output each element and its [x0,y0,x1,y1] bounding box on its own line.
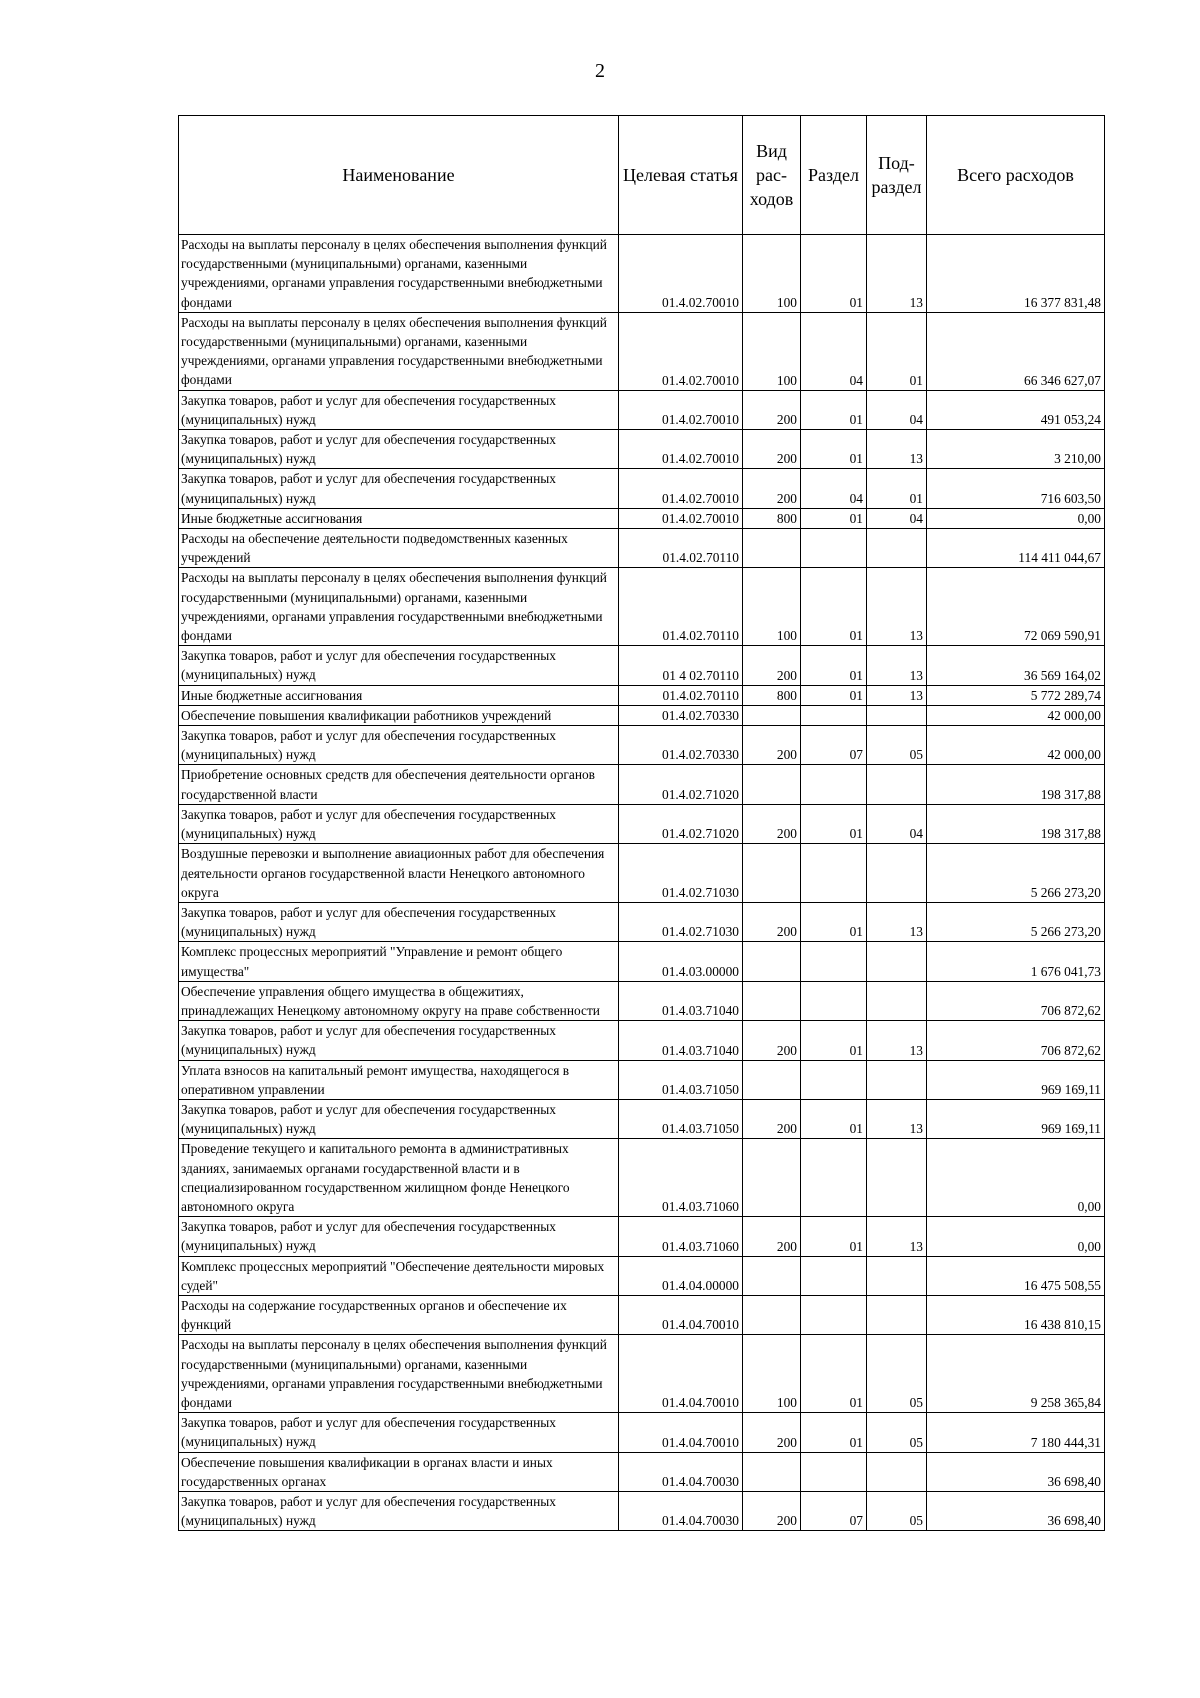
cell-section: 01 [801,430,867,469]
cell-subsection [867,705,927,725]
cell-article: 01.4.02.70010 [619,235,743,313]
cell-name: Закупка товаров, работ и услуг для обеспечения государственных (муниципальных) нужд [179,469,619,508]
header-article: Целевая статья [619,116,743,235]
cell-name: Обеспечение повышения квалификации в органах власти и иных государственных органах [179,1452,619,1491]
cell-subsection [867,1060,927,1099]
cell-total: 198 317,88 [927,765,1105,804]
cell-section: 01 [801,390,867,429]
cell-subsection [867,942,927,981]
cell-subsection [867,844,927,903]
cell-total: 0,00 [927,1217,1105,1256]
cell-subsection [867,1452,927,1491]
table-row [179,726,1105,765]
cell-total: 3 210,00 [927,430,1105,469]
cell-subsection: 01 [867,469,927,508]
cell-type: 200 [743,902,801,941]
table-row [179,942,1105,981]
table-row [179,529,1105,568]
cell-total: 72 069 590,91 [927,568,1105,646]
cell-type: 100 [743,235,801,313]
table-row [179,568,1105,646]
cell-name: Расходы на выплаты персоналу в целях обеспечения выполнения функций государственными (муниципальными) органами, казенными учреждениями, органами управления государственными внебюджетными фондами [179,1335,619,1413]
cell-name: Закупка товаров, работ и услуг для обеспечения государственных (муниципальных) нужд [179,430,619,469]
cell-name: Уплата взносов на капитальный ремонт имущества, находящегося в оперативном управлении [179,1060,619,1099]
cell-name: Иные бюджетные ассигнования [179,508,619,528]
cell-name: Проведение текущего и капитального ремонта в административных зданиях, занимаемых органами государственной власти и в специализированном государственном жилищном фонде Ненецкого автономного округа [179,1139,619,1217]
cell-name: Расходы на выплаты персоналу в целях обеспечения выполнения функций государственными (муниципальными) органами, казенными учреждениями, органами управления государственными внебюджетными фондами [179,568,619,646]
cell-article: 01.4.02.71020 [619,765,743,804]
cell-name: Обеспечение управления общего имущества в общежитиях, принадлежащих Ненецкому автономному округу на праве собственности [179,981,619,1020]
table-row [179,1217,1105,1256]
cell-total: 969 169,11 [927,1099,1105,1138]
cell-total: 36 698,40 [927,1452,1105,1491]
cell-type: 200 [743,646,801,685]
cell-total: 16 377 831,48 [927,235,1105,313]
cell-name: Закупка товаров, работ и услуг для обеспечения государственных (муниципальных) нужд [179,1021,619,1060]
cell-subsection [867,1256,927,1295]
header-total: Всего расходов [927,116,1105,235]
cell-type [743,529,801,568]
table-row [179,765,1105,804]
cell-name: Закупка товаров, работ и услуг для обеспечения государственных (муниципальных) нужд [179,1099,619,1138]
cell-total: 36 569 164,02 [927,646,1105,685]
cell-name: Комплекс процессных мероприятий "Управление и ремонт общего имущества" [179,942,619,981]
cell-type: 200 [743,1021,801,1060]
page-number: 2 [595,60,605,82]
cell-type: 100 [743,1335,801,1413]
cell-type: 200 [743,804,801,843]
cell-article: 01.4.02.70330 [619,726,743,765]
cell-total: 969 169,11 [927,1060,1105,1099]
cell-article: 01.4.02.70010 [619,312,743,390]
budget-table [178,115,1105,1531]
cell-section: 07 [801,726,867,765]
cell-type: 800 [743,685,801,705]
cell-type [743,1256,801,1295]
header-name: Наименование [179,116,619,235]
cell-section [801,705,867,725]
cell-section [801,1452,867,1491]
cell-section: 01 [801,508,867,528]
cell-type [743,981,801,1020]
cell-article: 01.4.02.70110 [619,529,743,568]
cell-name: Закупка товаров, работ и услуг для обеспечения государственных (муниципальных) нужд [179,646,619,685]
table-row [179,1256,1105,1295]
table-row [179,902,1105,941]
cell-type: 200 [743,430,801,469]
cell-article: 01.4.04.70010 [619,1335,743,1413]
cell-article: 01.4.02.70330 [619,705,743,725]
cell-total: 36 698,40 [927,1492,1105,1531]
cell-name: Приобретение основных средств для обеспечения деятельности органов государственной власти [179,765,619,804]
table-row [179,1060,1105,1099]
cell-total: 7 180 444,31 [927,1413,1105,1452]
table-header-row [179,116,1105,235]
cell-type: 200 [743,726,801,765]
cell-total: 491 053,24 [927,390,1105,429]
table-row [179,390,1105,429]
cell-name: Воздушные перевозки и выполнение авиационных работ для обеспечения деятельности органов государственной власти Ненецкого автономного округа [179,844,619,903]
table-row [179,469,1105,508]
table-row [179,1335,1105,1413]
cell-subsection: 13 [867,1099,927,1138]
cell-subsection [867,981,927,1020]
header-subsection: Под-раздел [867,116,927,235]
cell-article: 01.4.02.70110 [619,568,743,646]
cell-article: 01.4.03.71040 [619,1021,743,1060]
cell-subsection [867,529,927,568]
cell-subsection: 05 [867,1335,927,1413]
cell-type [743,942,801,981]
cell-section [801,1060,867,1099]
cell-article: 01.4.03.71040 [619,981,743,1020]
cell-name: Закупка товаров, работ и услуг для обеспечения государственных (муниципальных) нужд [179,804,619,843]
table-row [179,1099,1105,1138]
table-row [179,1492,1105,1531]
cell-article: 01 4 02.70110 [619,646,743,685]
cell-total: 0,00 [927,508,1105,528]
cell-section: 07 [801,1492,867,1531]
cell-name: Обеспечение повышения квалификации работников учреждений [179,705,619,725]
cell-subsection: 13 [867,568,927,646]
cell-article: 01.4.02.70010 [619,469,743,508]
cell-section [801,1295,867,1334]
cell-type: 200 [743,1217,801,1256]
cell-article: 01.4.03.71060 [619,1139,743,1217]
cell-total: 5 266 273,20 [927,844,1105,903]
cell-total: 716 603,50 [927,469,1105,508]
cell-type [743,705,801,725]
cell-section [801,765,867,804]
cell-subsection: 04 [867,390,927,429]
table-row [179,1295,1105,1334]
cell-article: 01.4.02.71030 [619,902,743,941]
cell-section: 04 [801,312,867,390]
cell-section [801,1256,867,1295]
cell-total: 0,00 [927,1139,1105,1217]
cell-section [801,529,867,568]
table-row [179,981,1105,1020]
cell-name: Закупка товаров, работ и услуг для обеспечения государственных (муниципальных) нужд [179,726,619,765]
cell-name: Закупка товаров, работ и услуг для обеспечения государственных (муниципальных) нужд [179,1492,619,1531]
cell-article: 01.4.02.71030 [619,844,743,903]
cell-name: Закупка товаров, работ и услуг для обеспечения государственных (муниципальных) нужд [179,1413,619,1452]
cell-subsection [867,1139,927,1217]
cell-type: 200 [743,1413,801,1452]
cell-section: 01 [801,646,867,685]
cell-section: 01 [801,1217,867,1256]
cell-article: 01.4.04.70030 [619,1452,743,1491]
table-row [179,508,1105,528]
cell-article: 01.4.02.70010 [619,390,743,429]
cell-name: Закупка товаров, работ и услуг для обеспечения государственных (муниципальных) нужд [179,902,619,941]
header-type: Вид рас-ходов [743,116,801,235]
table-row [179,1021,1105,1060]
cell-total: 5 772 289,74 [927,685,1105,705]
cell-total: 16 475 508,55 [927,1256,1105,1295]
cell-name: Иные бюджетные ассигнования [179,685,619,705]
cell-type: 200 [743,390,801,429]
cell-total: 5 266 273,20 [927,902,1105,941]
table-row [179,705,1105,725]
table-row [179,1413,1105,1452]
cell-section [801,844,867,903]
cell-subsection: 13 [867,902,927,941]
cell-section: 01 [801,1413,867,1452]
cell-type: 800 [743,508,801,528]
cell-subsection: 04 [867,804,927,843]
cell-section [801,981,867,1020]
table-row [179,430,1105,469]
cell-type: 200 [743,1099,801,1138]
cell-section [801,942,867,981]
cell-subsection: 04 [867,508,927,528]
cell-subsection: 13 [867,685,927,705]
cell-total: 1 676 041,73 [927,942,1105,981]
cell-subsection [867,1295,927,1334]
table-row [179,844,1105,903]
cell-total: 706 872,62 [927,981,1105,1020]
cell-article: 01.4.03.00000 [619,942,743,981]
cell-subsection: 13 [867,235,927,313]
cell-type [743,1295,801,1334]
cell-total: 9 258 365,84 [927,1335,1105,1413]
cell-subsection: 05 [867,726,927,765]
table-row [179,1452,1105,1491]
cell-type: 100 [743,568,801,646]
table-body [179,235,1105,1531]
cell-type: 100 [743,312,801,390]
cell-total: 16 438 810,15 [927,1295,1105,1334]
cell-name: Расходы на содержание государственных органов и обеспечение их функций [179,1295,619,1334]
table-row [179,685,1105,705]
cell-type: 200 [743,469,801,508]
cell-article: 01.4.03.71050 [619,1099,743,1138]
cell-article: 01.4.04.00000 [619,1256,743,1295]
cell-subsection: 13 [867,646,927,685]
header-section: Раздел [801,116,867,235]
cell-name: Расходы на обеспечение деятельности подведомственных казенных учреждений [179,529,619,568]
cell-section: 04 [801,469,867,508]
cell-article: 01.4.04.70030 [619,1492,743,1531]
cell-section: 01 [801,235,867,313]
cell-article: 01.4.02.70010 [619,508,743,528]
cell-total: 114 411 044,67 [927,529,1105,568]
cell-section: 01 [801,1099,867,1138]
cell-section: 01 [801,685,867,705]
cell-name: Закупка товаров, работ и услуг для обеспечения государственных (муниципальных) нужд [179,390,619,429]
cell-total: 42 000,00 [927,705,1105,725]
cell-type [743,765,801,804]
cell-article: 01.4.04.70010 [619,1413,743,1452]
cell-name: Расходы на выплаты персоналу в целях обеспечения выполнения функций государственными (муниципальными) органами, казенными учреждениями, органами управления государственными внебюджетными фондами [179,312,619,390]
cell-name: Комплекс процессных мероприятий "Обеспечение деятельности мировых судей" [179,1256,619,1295]
cell-article: 01.4.04.70010 [619,1295,743,1334]
table-row [179,1139,1105,1217]
cell-total: 42 000,00 [927,726,1105,765]
cell-article: 01.4.02.70010 [619,430,743,469]
cell-section: 01 [801,568,867,646]
cell-subsection [867,765,927,804]
cell-subsection: 13 [867,430,927,469]
cell-name: Закупка товаров, работ и услуг для обеспечения государственных (муниципальных) нужд [179,1217,619,1256]
cell-article: 01.4.02.70110 [619,685,743,705]
cell-total: 198 317,88 [927,804,1105,843]
cell-subsection: 05 [867,1413,927,1452]
cell-section [801,1139,867,1217]
cell-section: 01 [801,902,867,941]
cell-section: 01 [801,804,867,843]
cell-total: 66 346 627,07 [927,312,1105,390]
cell-type [743,1139,801,1217]
cell-name: Расходы на выплаты персоналу в целях обеспечения выполнения функций государственными (муниципальными) органами, казенными учреждениями, органами управления государственными внебюджетными фондами [179,235,619,313]
table-row [179,235,1105,313]
cell-subsection: 05 [867,1492,927,1531]
cell-article: 01.4.03.71060 [619,1217,743,1256]
cell-type [743,1452,801,1491]
cell-article: 01.4.03.71050 [619,1060,743,1099]
table-row [179,804,1105,843]
cell-section: 01 [801,1335,867,1413]
cell-subsection: 13 [867,1217,927,1256]
cell-subsection: 13 [867,1021,927,1060]
cell-subsection: 01 [867,312,927,390]
table-row [179,312,1105,390]
cell-type [743,844,801,903]
cell-article: 01.4.02.71020 [619,804,743,843]
cell-type: 200 [743,1492,801,1531]
table-row [179,646,1105,685]
cell-section: 01 [801,1021,867,1060]
cell-type [743,1060,801,1099]
cell-total: 706 872,62 [927,1021,1105,1060]
